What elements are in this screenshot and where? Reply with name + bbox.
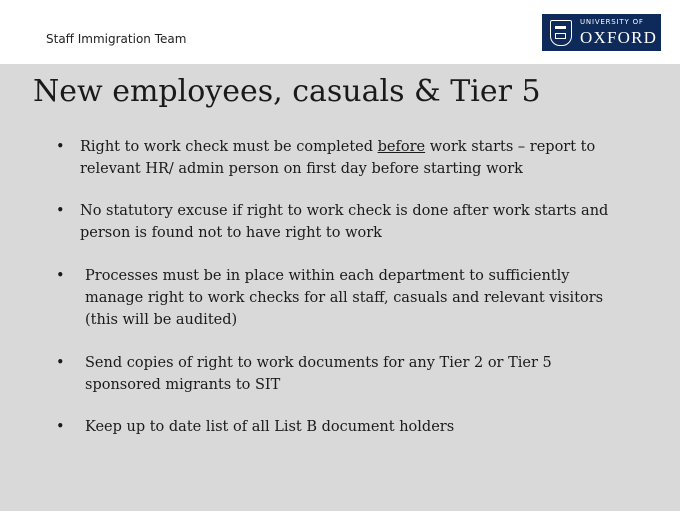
bullet-text <box>80 136 620 180</box>
bullet-dot: • <box>56 268 65 284</box>
bullet-text-underlined: before <box>377 139 426 155</box>
logo-text <box>580 19 657 46</box>
bullet-dot: • <box>56 139 65 155</box>
slide-header <box>0 0 680 64</box>
slide-content <box>0 64 680 511</box>
bullet-dot: • <box>56 419 65 435</box>
bullet-item <box>56 352 585 396</box>
crest-icon <box>550 20 572 46</box>
bullet-text: Send copies of right to work documents for any Tier 2 or Tier 5 sponsored migrants to SIT <box>85 355 552 393</box>
oxford-logo <box>542 14 661 51</box>
bullet-item <box>56 200 620 244</box>
logo-line-university: UNIVERSITY OF <box>580 18 644 26</box>
bullet-item <box>56 136 620 180</box>
bullet-text: Processes must be in place within each department to sufficiently manage right to work checks for all staff, casuals and relevant visitors (this will be audited) <box>85 268 604 328</box>
bullet-text: No statutory excuse if right to work check is done after work starts and person is found not to have right to work <box>80 203 609 241</box>
slide-title: New employees, casuals & Tier 5 <box>33 74 541 109</box>
bullet-text: Keep up to date list of all List B document holders <box>85 419 455 435</box>
team-name: Staff Immigration Team <box>46 32 187 46</box>
bullet-item <box>56 416 625 438</box>
bullet-item <box>56 265 630 331</box>
bullet-dot: • <box>56 355 65 371</box>
logo-line-oxford: OXFORD <box>580 28 658 47</box>
bullet-dot: • <box>56 203 65 219</box>
bullet-text-part: work starts – report to relevant HR/ admin person on first day before starting work <box>80 139 596 177</box>
bullet-text-part: Right to work check must be completed <box>80 139 378 155</box>
